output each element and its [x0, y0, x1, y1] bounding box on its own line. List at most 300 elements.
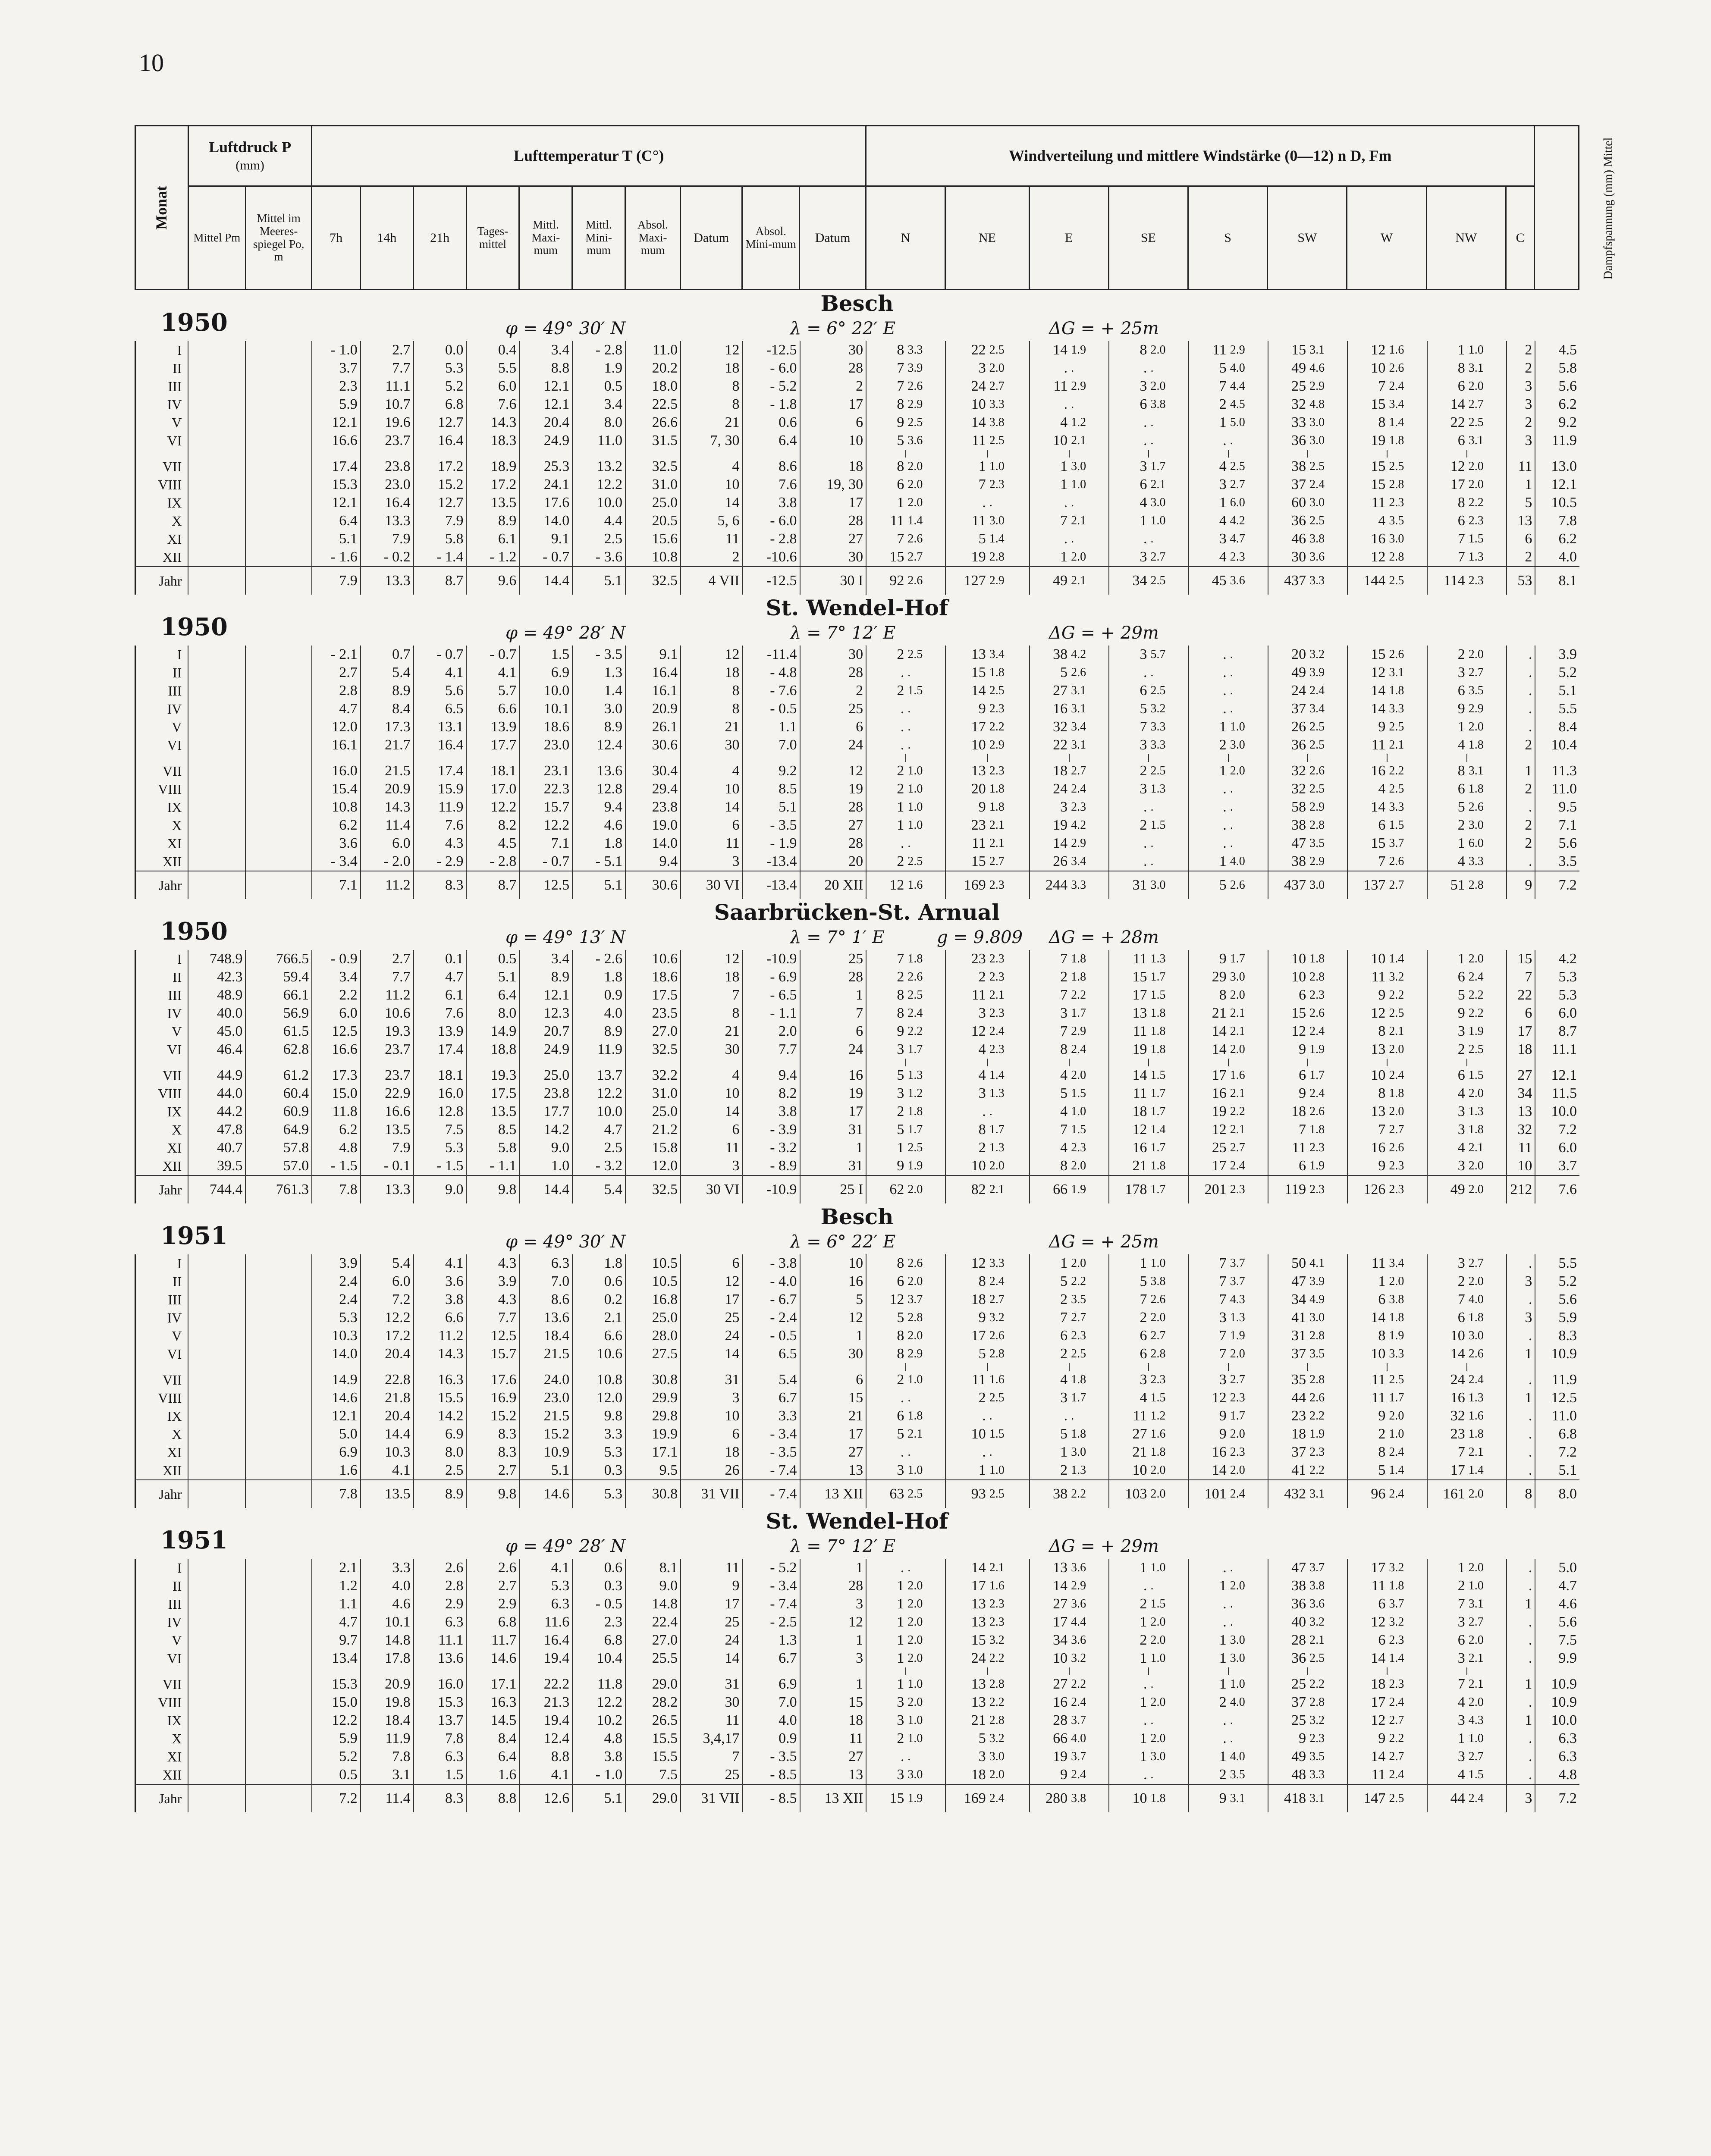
table-cell: 1: [866, 1613, 906, 1631]
coord-phi: φ = 49° 28′ N: [505, 1536, 626, 1556]
month-label: VI: [135, 1649, 188, 1667]
table-cell: 27: [800, 530, 866, 548]
table-cell: 13: [1507, 1103, 1535, 1121]
table-cell: 36: [1268, 432, 1308, 450]
table-cell: 2.4: [1230, 1159, 1245, 1172]
spacer-cell: [1308, 1059, 1347, 1066]
table-cell: 36: [1268, 1649, 1308, 1667]
table-cell: 2.3: [1230, 1445, 1245, 1459]
spacer-cell: [1149, 1059, 1188, 1066]
spacer-cell: [519, 1667, 572, 1675]
table-cell: 3.1: [361, 1766, 414, 1784]
table-cell: 17: [1347, 1693, 1387, 1711]
table-cell: 6: [1427, 682, 1467, 700]
spacer-cell: [361, 1667, 414, 1675]
table-cell: 60.9: [245, 1103, 312, 1121]
table-cell: 14: [1427, 1345, 1467, 1363]
table-cell: 1.5: [1150, 1597, 1166, 1611]
table-cell: .: [866, 1443, 906, 1461]
table-cell: 25: [681, 1613, 742, 1631]
table-cell: 15.8: [625, 1139, 681, 1157]
table-cell: 1.5: [1468, 1768, 1484, 1781]
table-cell: 2.0: [1071, 1069, 1086, 1082]
table-cell: 3: [1109, 377, 1149, 395]
table-cell: 15: [1347, 476, 1387, 494]
table-cell: 30 VI: [681, 871, 742, 899]
table-cell: 6: [1507, 1004, 1535, 1022]
table-cell: 47: [1268, 1272, 1308, 1291]
table-cell: .: [1507, 1766, 1535, 1784]
spacer-cell: [466, 754, 519, 762]
table-cell: 5: [1427, 798, 1467, 816]
table-cell: 60: [1268, 494, 1308, 512]
spacer-cell: [1030, 1059, 1069, 1066]
table-cell: 9: [1427, 700, 1467, 718]
table-cell: - 1.6: [312, 548, 361, 567]
table-cell: 432: [1268, 1480, 1308, 1508]
table-row: [135, 414, 1580, 432]
table-row: [135, 1066, 1580, 1084]
table-cell: 1.7: [1150, 1141, 1166, 1154]
spacer-cell: [742, 1363, 800, 1371]
table-cell: 14: [681, 494, 742, 512]
spacer-cell: [361, 754, 414, 762]
table-cell: 2: [945, 1389, 987, 1407]
table-cell: 24: [1427, 1371, 1467, 1389]
table-cell: 32.5: [625, 1175, 681, 1203]
table-cell: 12.0: [572, 1389, 625, 1407]
table-cell: [188, 1407, 245, 1425]
table-cell: 37: [1268, 476, 1308, 494]
table-cell: 14.8: [625, 1595, 681, 1613]
table-cell: 3.6: [907, 434, 923, 447]
spacer-cell: [188, 754, 245, 762]
station-block: [135, 1203, 1579, 1508]
spacer-cell: [414, 450, 467, 458]
table-cell: 14: [1347, 700, 1387, 718]
table-cell: 6: [1109, 1327, 1149, 1345]
table-cell: 4.3: [1468, 1714, 1484, 1727]
table-cell: 2.5: [1150, 764, 1166, 777]
table-cell: 30 VI: [681, 1175, 742, 1203]
table-cell: 3.6: [1309, 1597, 1325, 1611]
table-cell: 3: [1189, 530, 1228, 548]
table-cell: 1.9: [1071, 343, 1086, 357]
table-row: [135, 1631, 1580, 1649]
table-cell: 8: [1427, 494, 1467, 512]
spacer-cell: [245, 1363, 312, 1371]
spacer-cell: [800, 450, 866, 458]
table-cell: 7: [1507, 968, 1535, 986]
table-cell: 1.5: [1150, 1069, 1166, 1082]
table-cell: - 2.8: [572, 341, 625, 359]
table-cell: 1.8: [1150, 1043, 1166, 1056]
table-cell: 1.8: [1071, 1427, 1086, 1441]
table-cell: 1.6: [989, 1579, 1005, 1592]
table-cell: .: [1230, 1615, 1233, 1629]
table-cell: 10: [945, 1157, 987, 1175]
table-cell: 37: [1268, 700, 1308, 718]
table-cell: 15.5: [625, 1730, 681, 1748]
table-cell: 4.2: [1071, 818, 1086, 832]
table-cell: 5: [1347, 1461, 1387, 1480]
table-cell: 30: [681, 736, 742, 754]
table-cell: 2.2: [1468, 496, 1484, 509]
table-cell: .: [1150, 361, 1154, 375]
table-cell: 4: [1427, 1766, 1467, 1784]
spacer-cell: [1228, 450, 1268, 458]
spacer-cell: [1507, 450, 1535, 458]
table-cell: 2.7: [466, 1577, 519, 1595]
table-cell: 7.0: [742, 1693, 800, 1711]
table-row: [135, 1711, 1580, 1730]
table-cell: 1.0: [1230, 720, 1245, 733]
table-cell: 2.0: [1230, 1463, 1245, 1477]
table-cell: 3.8: [1150, 398, 1166, 411]
table-cell: 26.6: [625, 414, 681, 432]
table-cell: 14.3: [361, 798, 414, 816]
table-cell: 0.6: [572, 1272, 625, 1291]
spacer-cell: [572, 1363, 625, 1371]
table-cell: 3.3: [1308, 567, 1347, 595]
table-cell: 2.2: [1309, 1677, 1325, 1691]
table-cell: 2.6: [1389, 855, 1404, 868]
table-cell: 2.5: [1389, 1373, 1404, 1386]
table-cell: - 2.8: [742, 530, 800, 548]
table-cell: 2.5: [1309, 720, 1325, 733]
table-cell: 1.8: [1389, 1579, 1404, 1592]
table-cell: 2.5: [572, 530, 625, 548]
table-cell: 18.1: [414, 1066, 467, 1084]
table-cell: 48: [1268, 1766, 1308, 1784]
table-cell: 5: [1109, 1272, 1149, 1291]
table-cell: [188, 1766, 245, 1784]
table-cell: 6.2: [312, 816, 361, 834]
table-cell: 3.4: [519, 950, 572, 968]
month-label: V: [135, 1022, 188, 1040]
table-cell: 3.4: [572, 395, 625, 414]
table-cell: 11: [681, 1139, 742, 1157]
station-year: 1950: [160, 613, 228, 641]
table-cell: 1: [866, 1577, 906, 1595]
table-cell: [245, 359, 312, 377]
table-cell: 14: [1347, 682, 1387, 700]
table-cell: 3.0: [1308, 871, 1347, 899]
table-cell: 2.1: [1150, 478, 1166, 491]
table-cell: 1.7: [1149, 1175, 1188, 1203]
table-cell: 2.3: [1389, 1633, 1404, 1647]
table-cell: 2.3: [1309, 1445, 1325, 1459]
table-cell: 11: [681, 530, 742, 548]
table-cell: 6.6: [466, 700, 519, 718]
table-cell: .: [1507, 1693, 1535, 1711]
table-cell: 17.4: [312, 458, 361, 476]
spacer-cell: [866, 1667, 906, 1675]
table-cell: 1.3: [1230, 1311, 1245, 1324]
table-cell: 4.6: [572, 816, 625, 834]
table-cell: 32: [1427, 1407, 1467, 1425]
table-cell: .: [989, 496, 992, 509]
table-cell: 6.3: [519, 1254, 572, 1272]
table-row: [135, 646, 1580, 664]
table-cell: 1: [800, 986, 866, 1004]
table-cell: 2.5: [1387, 567, 1427, 595]
table-cell: 2.2: [907, 1025, 923, 1038]
table-cell: 1.0: [907, 800, 923, 814]
table-row: [135, 1649, 1580, 1667]
col-wind-n: N: [866, 186, 945, 290]
table-cell: 3.4: [1071, 855, 1086, 868]
table-cell: 21: [681, 718, 742, 736]
table-cell: 12: [681, 1272, 742, 1291]
table-cell: 7: [1030, 1022, 1069, 1040]
table-cell: 14.5: [466, 1711, 519, 1730]
table-cell: [245, 494, 312, 512]
table-cell: 3: [866, 1711, 906, 1730]
table-cell: 12.1: [519, 377, 572, 395]
table-cell: 1: [1189, 762, 1228, 780]
spacer-cell: [1347, 1667, 1387, 1675]
table-cell: 7: [1427, 548, 1467, 567]
table-cell: 18.3: [466, 432, 519, 450]
table-cell: 10: [1109, 1784, 1149, 1812]
table-row: [135, 1425, 1580, 1443]
table-cell: 1.6: [1468, 1409, 1484, 1423]
table-cell: 21.2: [625, 1121, 681, 1139]
table-cell: 31.0: [625, 476, 681, 494]
table-cell: 3: [1507, 377, 1535, 395]
table-row: [135, 700, 1580, 718]
table-cell: 3.0: [572, 700, 625, 718]
table-cell: 1: [1347, 1272, 1387, 1291]
table-cell: 3.6: [1071, 1597, 1086, 1611]
table-cell: 1.8: [1468, 738, 1484, 752]
table-cell: 30.6: [625, 871, 681, 899]
table-cell: 9.5: [1535, 798, 1579, 816]
table-cell: 16.1: [625, 682, 681, 700]
table-cell: 12: [1109, 1121, 1149, 1139]
spacer-cell: [1030, 754, 1069, 762]
table-cell: 0.5: [312, 1766, 361, 1784]
table-cell: 1.3: [1150, 782, 1166, 796]
col-absol-max: Absol. Maxi-mum: [625, 186, 681, 290]
table-cell: 161: [1427, 1480, 1467, 1508]
table-cell: 8: [1347, 1443, 1387, 1461]
table-cell: 2.0: [907, 1633, 923, 1647]
table-cell: 2: [1427, 1272, 1467, 1291]
table-cell: 2.3: [1071, 1329, 1086, 1342]
table-cell: 2: [1427, 646, 1467, 664]
table-cell: 0.9: [742, 1730, 800, 1748]
table-cell: 11: [1347, 494, 1387, 512]
table-row: [135, 341, 1580, 359]
table-cell: [188, 494, 245, 512]
table-cell: 24: [681, 1327, 742, 1345]
table-cell: 5: [1030, 1272, 1069, 1291]
table-cell: 6.0: [1535, 1004, 1579, 1022]
spacer-cell: [312, 1363, 361, 1371]
month-label: V: [135, 718, 188, 736]
table-cell: 2.8: [907, 1311, 923, 1324]
station-blocks: [135, 290, 1579, 1812]
table-cell: 3.3: [1150, 720, 1166, 733]
table-cell: 3: [1030, 798, 1069, 816]
table-cell: 15.3: [312, 1675, 361, 1693]
table-cell: - 2.1: [312, 646, 361, 664]
table-cell: 30: [800, 341, 866, 359]
table-row: [135, 1121, 1580, 1139]
spacer-cell: [742, 450, 800, 458]
table-cell: 8: [681, 1004, 742, 1022]
table-cell: 27: [1109, 1425, 1149, 1443]
table-cell: 25: [681, 1766, 742, 1784]
row-spacer: [135, 1059, 1580, 1066]
table-cell: 2.2: [1389, 988, 1404, 1002]
table-row: [135, 1613, 1580, 1631]
table-cell: 2.0: [1467, 1175, 1507, 1203]
table-cell: - 1.5: [312, 1157, 361, 1175]
table-cell: 20: [800, 852, 866, 871]
spacer-cell: [1347, 450, 1387, 458]
table-cell: 23: [945, 950, 987, 968]
table-cell: 5.1: [1535, 1461, 1579, 1480]
table-cell: 1.8: [907, 1409, 923, 1423]
table-row: [135, 852, 1580, 871]
table-cell: 2.4: [1387, 1480, 1427, 1508]
spacer-cell: [1507, 1363, 1535, 1371]
spacer-cell: [1467, 450, 1507, 458]
table-cell: 5: [866, 1066, 906, 1084]
table-cell: 17: [945, 1327, 987, 1345]
table-cell: [188, 432, 245, 450]
table-cell: 2.1: [1230, 1123, 1245, 1136]
station-year: 1950: [160, 917, 228, 946]
table-cell: 18: [681, 1443, 742, 1461]
coord-dg: ΔG = + 25m: [1049, 1232, 1159, 1252]
table-cell: 10.2: [572, 1711, 625, 1730]
table-cell: 1: [1507, 762, 1535, 780]
table-cell: 14.3: [466, 414, 519, 432]
table-cell: 10: [681, 476, 742, 494]
table-cell: .: [1507, 1631, 1535, 1649]
table-cell: 56.9: [245, 1004, 312, 1022]
table-cell: 23.0: [519, 736, 572, 754]
table-cell: 9: [866, 1022, 906, 1040]
table-cell: 32: [1268, 762, 1308, 780]
table-cell: .: [1507, 1559, 1535, 1577]
table-cell: 5.1: [519, 1461, 572, 1480]
table-cell: 2.4: [1228, 1480, 1268, 1508]
table-cell: 6: [1427, 512, 1467, 530]
table-cell: 2.4: [312, 1291, 361, 1309]
table-cell: 1: [1427, 950, 1467, 968]
spacer-cell: [361, 1059, 414, 1066]
table-cell: 16: [1347, 762, 1387, 780]
table-cell: 5: [1030, 1084, 1069, 1103]
table-cell: 3.0: [1389, 532, 1404, 545]
table-cell: 17.0: [466, 780, 519, 798]
table-cell: .: [1030, 359, 1069, 377]
table-cell: 44.9: [188, 1066, 245, 1084]
row-spacer: [135, 754, 1580, 762]
table-cell: 1.0: [907, 782, 923, 796]
table-cell: 3.0: [1230, 970, 1245, 984]
table-cell: 3.0: [1309, 1311, 1325, 1324]
table-cell: 9: [1347, 718, 1387, 736]
table-cell: 4: [1030, 1103, 1069, 1121]
table-cell: 7.6: [414, 816, 467, 834]
table-cell: 7: [866, 359, 906, 377]
spacer-cell: [1268, 754, 1308, 762]
table-cell: 12.3: [519, 1004, 572, 1022]
table-cell: 3.0: [1230, 1651, 1245, 1665]
table-cell: 15: [800, 1389, 866, 1407]
table-cell: 4.7: [1230, 532, 1245, 545]
table-cell: [245, 1693, 312, 1711]
table-cell: 2.0: [1389, 1043, 1404, 1056]
table-cell: 2.1: [989, 837, 1005, 850]
table-cell: 9: [1268, 1084, 1308, 1103]
table-cell: [245, 646, 312, 664]
table-cell: 3: [1109, 548, 1149, 567]
table-cell: 3.2: [1071, 1651, 1086, 1665]
table-cell: 4.0: [1230, 1695, 1245, 1709]
table-cell: [245, 458, 312, 476]
table-cell: [245, 1766, 312, 1784]
spacer-cell: [1308, 450, 1347, 458]
table-cell: 2.3: [989, 1043, 1005, 1056]
table-cell: .: [1507, 1371, 1535, 1389]
table-cell: 1: [866, 1631, 906, 1649]
table-cell: 23: [1427, 1425, 1467, 1443]
table-cell: 1: [1507, 1345, 1535, 1363]
table-cell: 5.6: [1535, 377, 1579, 395]
table-cell: 11: [681, 834, 742, 852]
month-label: V: [135, 1327, 188, 1345]
table-cell: 2.4: [1468, 1373, 1484, 1386]
table-cell: .: [1189, 682, 1228, 700]
spacer-cell: [681, 1667, 742, 1675]
table-cell: 14.0: [312, 1345, 361, 1363]
table-cell: 2.7: [989, 379, 1005, 393]
table-cell: 24.0: [519, 1371, 572, 1389]
table-cell: - 5.2: [742, 377, 800, 395]
table-cell: 18: [1507, 1040, 1535, 1059]
table-cell: 7.9: [361, 530, 414, 548]
table-cell: .: [907, 720, 911, 733]
table-cell: 14: [1347, 1309, 1387, 1327]
month-label: IX: [135, 494, 188, 512]
table-cell: 1.1: [742, 718, 800, 736]
table-row: [135, 664, 1580, 682]
table-cell: 1.0: [907, 1714, 923, 1727]
table-cell: 10.4: [572, 1649, 625, 1667]
table-cell: 3.3: [1150, 738, 1166, 752]
table-cell: 3.2: [989, 1732, 1005, 1745]
table-cell: 2: [1507, 548, 1535, 567]
table-cell: 22.3: [519, 780, 572, 798]
table-cell: 14: [1189, 1461, 1228, 1480]
row-spacer: [135, 450, 1580, 458]
table-cell: 6.9: [312, 1443, 361, 1461]
table-cell: 2.1: [988, 1175, 1030, 1203]
table-cell: 17.1: [625, 1443, 681, 1461]
table-cell: 2.5: [1389, 720, 1404, 733]
table-cell: 14: [1030, 341, 1069, 359]
table-cell: - 3.2: [572, 1157, 625, 1175]
table-cell: 10: [1347, 359, 1387, 377]
table-cell: 1: [1189, 1748, 1228, 1766]
